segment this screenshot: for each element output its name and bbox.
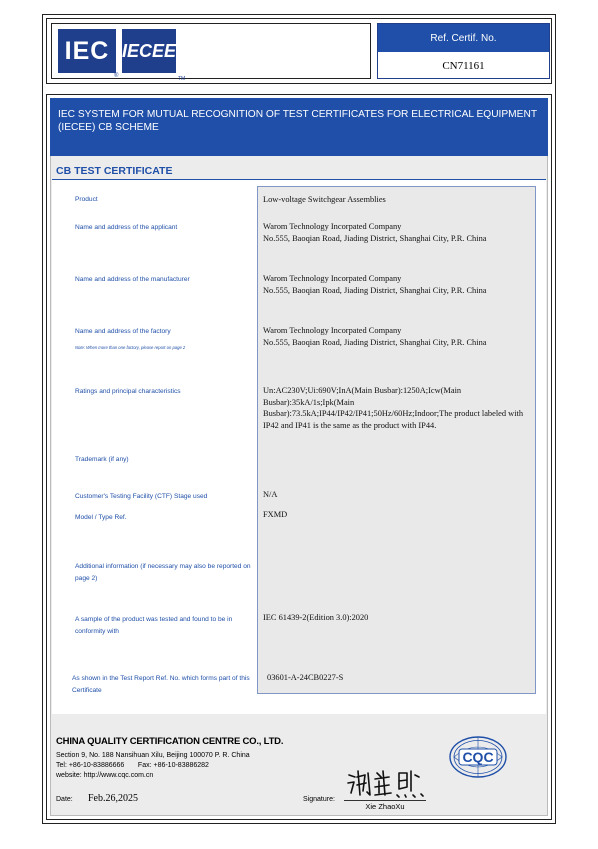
cqc-logo-text: CQC	[462, 749, 494, 765]
manufacturer-value: Warom Technology Incorpated Company No.555, Baoqian Road, Jiading District, Shanghai City, P.R. China	[263, 274, 487, 295]
logo-box	[51, 23, 371, 82]
certificate-header	[46, 18, 552, 84]
issuer-address: Section 9, No. 188 Nansihuan Xilu, Beijing 100070 P. R. China	[56, 752, 250, 759]
test-report-number: 03601-A-24CB0227-S	[267, 673, 344, 682]
factory-note: Note: When more than one factory, please report on page 2	[75, 345, 186, 350]
ctf-value: N/A	[263, 490, 278, 499]
ctf-label: Customer's Testing Facility (CTF) Stage used	[75, 493, 208, 500]
signature-line	[344, 800, 426, 801]
model-label: Model / Type Ref.	[75, 514, 127, 521]
registered-mark-icon: ®	[114, 73, 119, 79]
standard-value: IEC 61439-2(Edition 3.0):2020	[263, 613, 369, 622]
applicant-value: Warom Technology Incorpated Company No.555, Baoqian Road, Jiading District, Shanghai City, P.R. China	[263, 222, 487, 243]
test-report-label: As shown in the Test Report Ref. No. which forms part of this Certificate	[72, 675, 250, 694]
issuer-contact: Tel: +86-10-83886666 Fax: +86-10-83886282	[56, 762, 209, 769]
ref-certificate-label: Ref. Certif. No.	[378, 24, 549, 52]
signer-name: Xie ZhaoXu	[365, 802, 405, 811]
trademark-mark-icon: TM	[178, 76, 186, 82]
product-label: Product	[75, 196, 98, 203]
ref-certificate-box	[377, 23, 550, 79]
issue-date: Feb.26,2025	[88, 793, 138, 804]
model-value: FXMD	[263, 510, 288, 519]
additional-info-label: Additional information (if necessary may also be reported on page 2)	[75, 563, 251, 582]
handwritten-signature	[345, 765, 427, 801]
applicant-label: Name and address of the applicant	[75, 224, 178, 231]
product-value: Low-voltage Switchgear Assemblies	[263, 195, 386, 204]
factory-value: Warom Technology Incorpated Company No.555, Baoqian Road, Jiading District, Shanghai City, P.R. China	[263, 326, 487, 347]
ratings-label: Ratings and principal characteristics	[75, 388, 181, 395]
date-label: Date:	[56, 796, 73, 803]
certificate-title: CB TEST CERTIFICATE	[56, 165, 173, 177]
issuer-website: website: http://www.cqc.com.cn	[56, 772, 154, 779]
cqc-logo	[448, 735, 508, 779]
manufacturer-label: Name and address of the manufacturer	[75, 276, 190, 283]
signature-label: Signature:	[303, 796, 335, 803]
scheme-banner: IEC SYSTEM FOR MUTUAL RECOGNITION OF TEST CERTIFICATES FOR ELECTRICAL EQUIPMENT (IECEE) CB SCHEME	[50, 98, 548, 156]
issuer-name: CHINA QUALITY CERTIFICATION CENTRE CO., LTD.	[56, 736, 284, 747]
trademark-label: Trademark (if any)	[75, 456, 129, 463]
ref-certificate-number: CN71161	[442, 60, 485, 72]
iecee-logo: IECEE	[122, 29, 176, 73]
factory-label: Name and address of the factory	[75, 328, 171, 335]
ratings-value: Un:AC230V;Ui:690V;InA(Main Busbar):1250A;Icw(Main Busbar):35kA/1s;Ipk(Main Busbar):73.5kA;IP44/IP42/IP41;50Hz/60Hz;Indoor;The product labeled with IP42 and IP41 is the same as the product with IP44.	[263, 386, 524, 430]
iec-logo: IEC	[58, 29, 116, 73]
sample-conformity-label: A sample of the product was tested and found to be in conformity with	[75, 616, 233, 635]
